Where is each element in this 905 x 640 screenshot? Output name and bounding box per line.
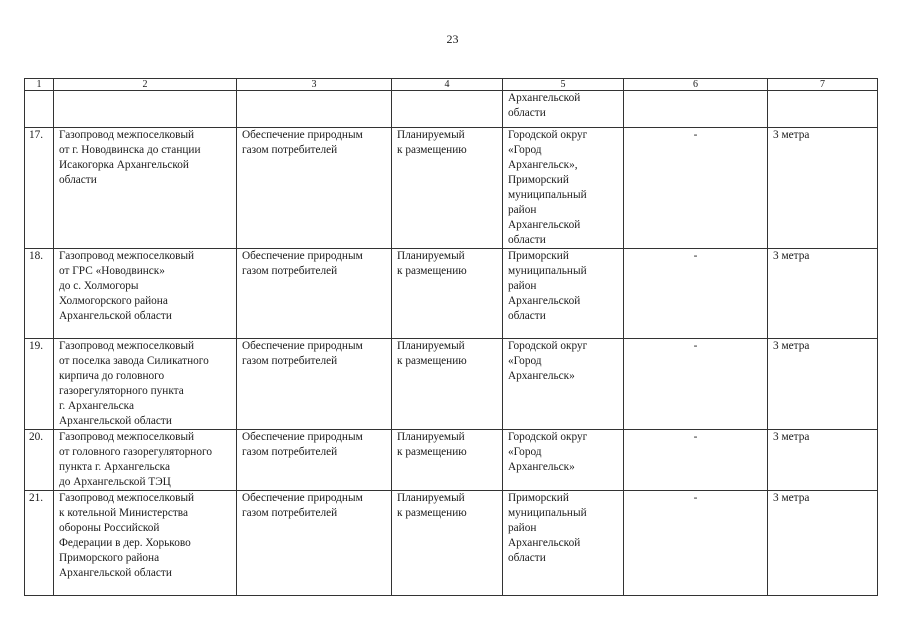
cell-zone: 3 метра — [768, 249, 878, 339]
cell-zone: 3 метра — [768, 491, 878, 596]
cell-col6: - — [624, 339, 768, 430]
cell-empty — [25, 91, 54, 128]
cell-status: Планируемый к размещению — [392, 491, 503, 596]
continuation-row — [25, 91, 878, 128]
cell-name: Газопровод межпоселковый от г. Новодвинска до станции Исакогорка Архангельской области — [54, 128, 237, 249]
objects-table — [24, 78, 878, 596]
column-number: 2 — [54, 79, 237, 91]
cell-location: Приморский муниципальный район Архангельской области — [503, 249, 624, 339]
cell-zone: 3 метра — [768, 339, 878, 430]
cell-location: Архангельской области — [503, 91, 624, 128]
cell-purpose: Обеспечение природным газом потребителей — [237, 249, 392, 339]
table-row — [25, 128, 878, 249]
cell-empty — [768, 91, 878, 128]
cell-zone: 3 метра — [768, 128, 878, 249]
page-number: 23 — [446, 32, 459, 46]
cell-status: Планируемый к размещению — [392, 249, 503, 339]
cell-number: 18. — [25, 249, 54, 339]
cell-zone: 3 метра — [768, 430, 878, 491]
cell-purpose: Обеспечение природным газом потребителей — [237, 491, 392, 596]
table-row — [25, 491, 878, 596]
cell-purpose: Обеспечение природным газом потребителей — [237, 430, 392, 491]
cell-name: Газопровод межпоселковый от ГРС «Новодвинск» до с. Холмогоры Холмогорского района Архангельской области — [54, 249, 237, 339]
cell-number: 17. — [25, 128, 54, 249]
cell-location: Приморский муниципальный район Архангельской области — [503, 491, 624, 596]
cell-name: Газопровод межпоселковый к котельной Министерства обороны Российской Федерации в дер. Хорьково Приморского района Архангельской области — [54, 491, 237, 596]
cell-purpose: Обеспечение природным газом потребителей — [237, 128, 392, 249]
cell-empty — [54, 91, 237, 128]
cell-purpose: Обеспечение природным газом потребителей — [237, 339, 392, 430]
cell-status: Планируемый к размещению — [392, 128, 503, 249]
table-row — [25, 249, 878, 339]
cell-empty — [237, 91, 392, 128]
cell-col6: - — [624, 128, 768, 249]
cell-number: 21. — [25, 491, 54, 596]
cell-empty — [624, 91, 768, 128]
cell-col6: - — [624, 249, 768, 339]
column-number: 5 — [503, 79, 624, 91]
cell-name: Газопровод межпоселковый от поселка завода Силикатного кирпича до головного газорегуляторного пункта г. Архангельска Архангельской области — [54, 339, 237, 430]
cell-location: Городской округ «Город Архангельск», Приморский муниципальный район Архангельской области — [503, 128, 624, 249]
cell-empty — [392, 91, 503, 128]
column-number-row — [25, 79, 878, 91]
cell-number: 19. — [25, 339, 54, 430]
column-number: 7 — [768, 79, 878, 91]
cell-status: Планируемый к размещению — [392, 339, 503, 430]
cell-location: Городской округ «Город Архангельск» — [503, 430, 624, 491]
column-number: 4 — [392, 79, 503, 91]
cell-number: 20. — [25, 430, 54, 491]
cell-status: Планируемый к размещению — [392, 430, 503, 491]
cell-name: Газопровод межпоселковый от головного газорегуляторного пункта г. Архангельска до Архангельской ТЭЦ — [54, 430, 237, 491]
table-row — [25, 430, 878, 491]
table-row — [25, 339, 878, 430]
cell-col6: - — [624, 430, 768, 491]
column-number: 1 — [25, 79, 54, 91]
column-number: 3 — [237, 79, 392, 91]
column-number: 6 — [624, 79, 768, 91]
cell-col6: - — [624, 491, 768, 596]
cell-location: Городской округ «Город Архангельск» — [503, 339, 624, 430]
